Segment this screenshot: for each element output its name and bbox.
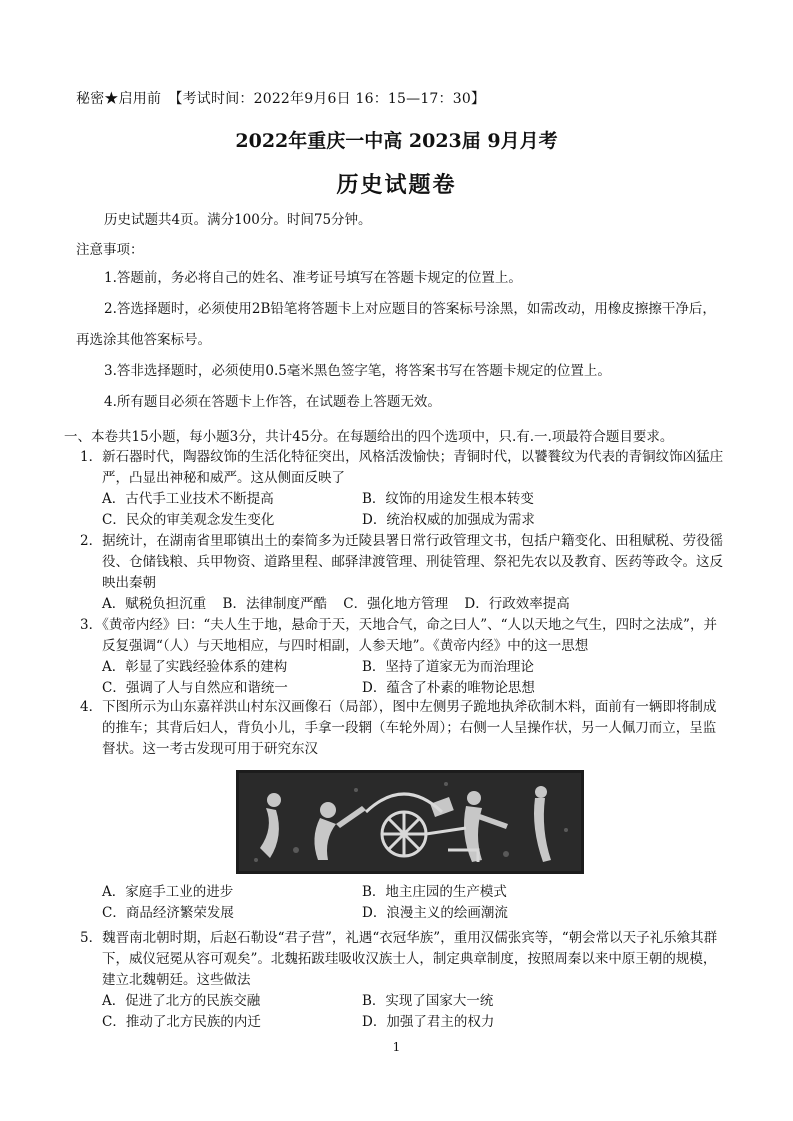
question-options	[80, 657, 726, 699]
exam-intro: 历史试题共4页。满分100分。时间75分钟。	[104, 212, 372, 228]
question-2	[80, 531, 726, 615]
question-stem: 4．下图所示为山东嘉祥洪山村东汉画像石（局部），图中左侧男子跪地执斧砍制木料，面前有一辆即将制成的推车；其背后妇人，背负小儿，手拿一段辋（车轮外周）；右侧一人呈操作状，另一人佩刀而立，呈监督状。这一考古发现可用于研究东汉	[80, 699, 717, 757]
question-options	[80, 882, 726, 924]
question-options	[80, 991, 726, 1033]
option-d: D．统治权威的加强成为需求	[362, 512, 535, 528]
option-a: A．赋税负担沉重	[102, 596, 207, 612]
section-instructions: 一、本卷共15小题，每小题3分，共计45分。在每题给出的四个选项中，只.有.一.项最符合题目要求。	[64, 429, 674, 445]
question-options	[80, 594, 726, 615]
option-a: A．家庭手工业的进步	[102, 884, 234, 900]
note-item: 3.答非选择题时，必须使用0.5毫米黑色签字笔，将答案书写在答题卡规定的位置上。	[104, 363, 611, 379]
option-d: D．加强了君主的权力	[362, 1014, 495, 1030]
secret-header: 秘密★启用前 【考试时间：2022年9月6日 16：15—17：30】	[76, 91, 486, 107]
option-b: B．纹饰的用途发生根本转变	[362, 491, 534, 507]
option-b: B．实现了国家大一统	[362, 993, 494, 1009]
question-stem: 1．新石器时代，陶器纹饰的生活化特征突出，风格活泼愉快；青铜时代，以饕餮纹为代表的青铜纹饰凶猛庄严，凸显出神秘和威严。这从侧面反映了	[80, 449, 724, 486]
option-c: C．民众的审美观念发生变化	[102, 512, 275, 528]
option-a: A．促进了北方的民族交融	[102, 993, 261, 1009]
stone-relief-image	[236, 770, 584, 874]
question-stem: 2．据统计，在湖南省里耶镇出土的秦简多为迁陵县署日常行政管理文书，包括户籍变化、田租赋税、劳役徭役、仓储钱粮、兵甲物资、道路里程、邮驿津渡管理、刑徒管理、祭祀先农以及教育、医药等政令。这反映出秦朝	[80, 533, 724, 591]
note-item: 4.所有题目必须在答题卡上作答，在试题卷上答题无效。	[104, 394, 441, 410]
question-4	[80, 697, 726, 924]
question-options	[80, 489, 726, 531]
option-d: D．浪漫主义的绘画潮流	[362, 905, 508, 921]
option-d: D．蕴含了朴素的唯物论思想	[362, 680, 535, 696]
exam-subtitle: 历史试题卷	[336, 172, 457, 198]
option-c: C．商品经济繁荣发展	[102, 905, 234, 921]
note-item: 2.答选择题时，必须使用2B铅笔将答题卡上对应题目的答案标号涂黑，如需改动，用橡皮擦擦干净后，再选涂其他答案标号。	[76, 301, 716, 348]
option-c: C．推动了北方民族的内迁	[102, 1014, 261, 1030]
option-b: B．法律制度严酷	[222, 596, 327, 612]
option-a: A．古代手工业技术不断提高	[102, 491, 274, 507]
question-3	[80, 615, 726, 699]
option-d: D．行政效率提高	[464, 596, 570, 612]
page-number: 1	[392, 1040, 401, 1054]
question-5	[80, 928, 726, 1033]
option-b: B．坚持了道家无为而治理论	[362, 659, 534, 675]
option-c: C．强化地方管理	[343, 596, 449, 612]
exam-title: 2022年重庆一中高 2023届 9月月考	[235, 130, 558, 152]
option-c: C．强调了人与自然应和谐统一	[102, 680, 288, 696]
note-item: 1.答题前，务必将自己的姓名、准考证号填写在答题卡规定的位置上。	[104, 270, 522, 286]
option-a: A．彰显了实践经验体系的建构	[102, 659, 288, 675]
question-stem: 5．魏晋南北朝时期，后赵石勒设“君子营”，礼遇“衣冠华族”，重用汉儒张宾等，“朝会常以天子礼乐飨其群下，威仪冠冕从容可观矣”。北魏拓跋珪吸收汉族士人，制定典章制度，按照周秦以来中原王朝的规模，建立北魏朝廷。这些做法	[80, 930, 718, 988]
question-stem: 3．《黄帝内经》曰：“夫人生于地，悬命于天，天地合气，命之曰人”、“人以天地之气生，四时之法成”，并反复强调“（人）与天地相应，与四时相副，人参天地”。《黄帝内经》中的这一思想	[80, 617, 717, 654]
option-b: B．地主庄园的生产模式	[362, 884, 507, 900]
notes-heading: 注意事项：	[76, 242, 144, 258]
question-1	[80, 447, 726, 531]
